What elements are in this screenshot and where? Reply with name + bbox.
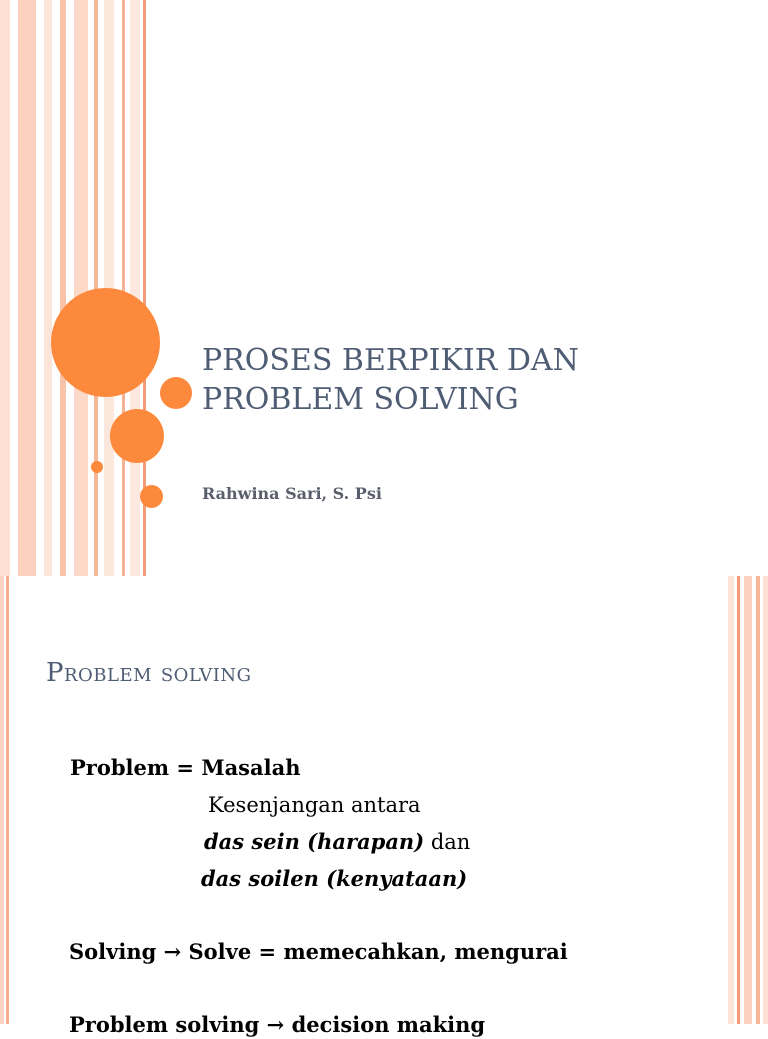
author-name: Rahwina Sari, S. Psi: [202, 484, 382, 503]
decor-stripe: [60, 0, 66, 576]
das-sein-term: das sein (harapan): [204, 829, 425, 854]
problem-definition: Problem = Masalah: [70, 755, 301, 780]
decor-stripe: [6, 576, 9, 1024]
decor-stripe: [763, 576, 768, 1024]
problem-solving-relation: [69, 1011, 485, 1039]
decor-circle-medium: [110, 409, 164, 463]
decor-stripe: [728, 576, 734, 1024]
decor-circle-small: [140, 485, 163, 508]
decor-stripe: [44, 0, 52, 576]
slide-problem-solving: [0, 576, 768, 1037]
solving-meaning: Solve = memecahkan, mengurai: [181, 939, 568, 964]
decor-stripe: [74, 0, 88, 576]
slide-heading: Problem solving: [46, 658, 252, 688]
decor-stripe: [756, 576, 760, 1024]
das-soilen-term: das soilen (kenyataan): [201, 866, 468, 891]
slide-title-heading: [202, 341, 722, 419]
decision-making-word: decision making: [284, 1012, 486, 1037]
decor-circle-tiny: [91, 461, 103, 473]
decor-circle-small: [160, 377, 192, 409]
gap-text: Kesenjangan antara: [208, 793, 421, 817]
arrow-right-icon: →: [266, 1012, 285, 1037]
das-sein-line: [204, 828, 470, 856]
and-word: dan: [424, 830, 471, 854]
problem-solving-word: Problem solving: [69, 1012, 267, 1037]
title-line-1: PROSES BERPIKIR DAN: [202, 343, 579, 378]
solving-word: Solving: [69, 939, 164, 964]
decor-stripe: [737, 576, 740, 1024]
decor-stripe: [130, 0, 140, 576]
decor-circle-large: [51, 288, 160, 397]
arrow-right-icon: →: [163, 939, 182, 964]
title-line-2: PROBLEM SOLVING: [202, 382, 519, 417]
decor-stripe: [0, 0, 10, 576]
decor-stripe: [0, 576, 4, 1024]
decor-stripe: [744, 576, 752, 1024]
decor-stripe: [122, 0, 125, 576]
decor-stripe: [18, 0, 36, 576]
solving-definition: [69, 938, 568, 966]
